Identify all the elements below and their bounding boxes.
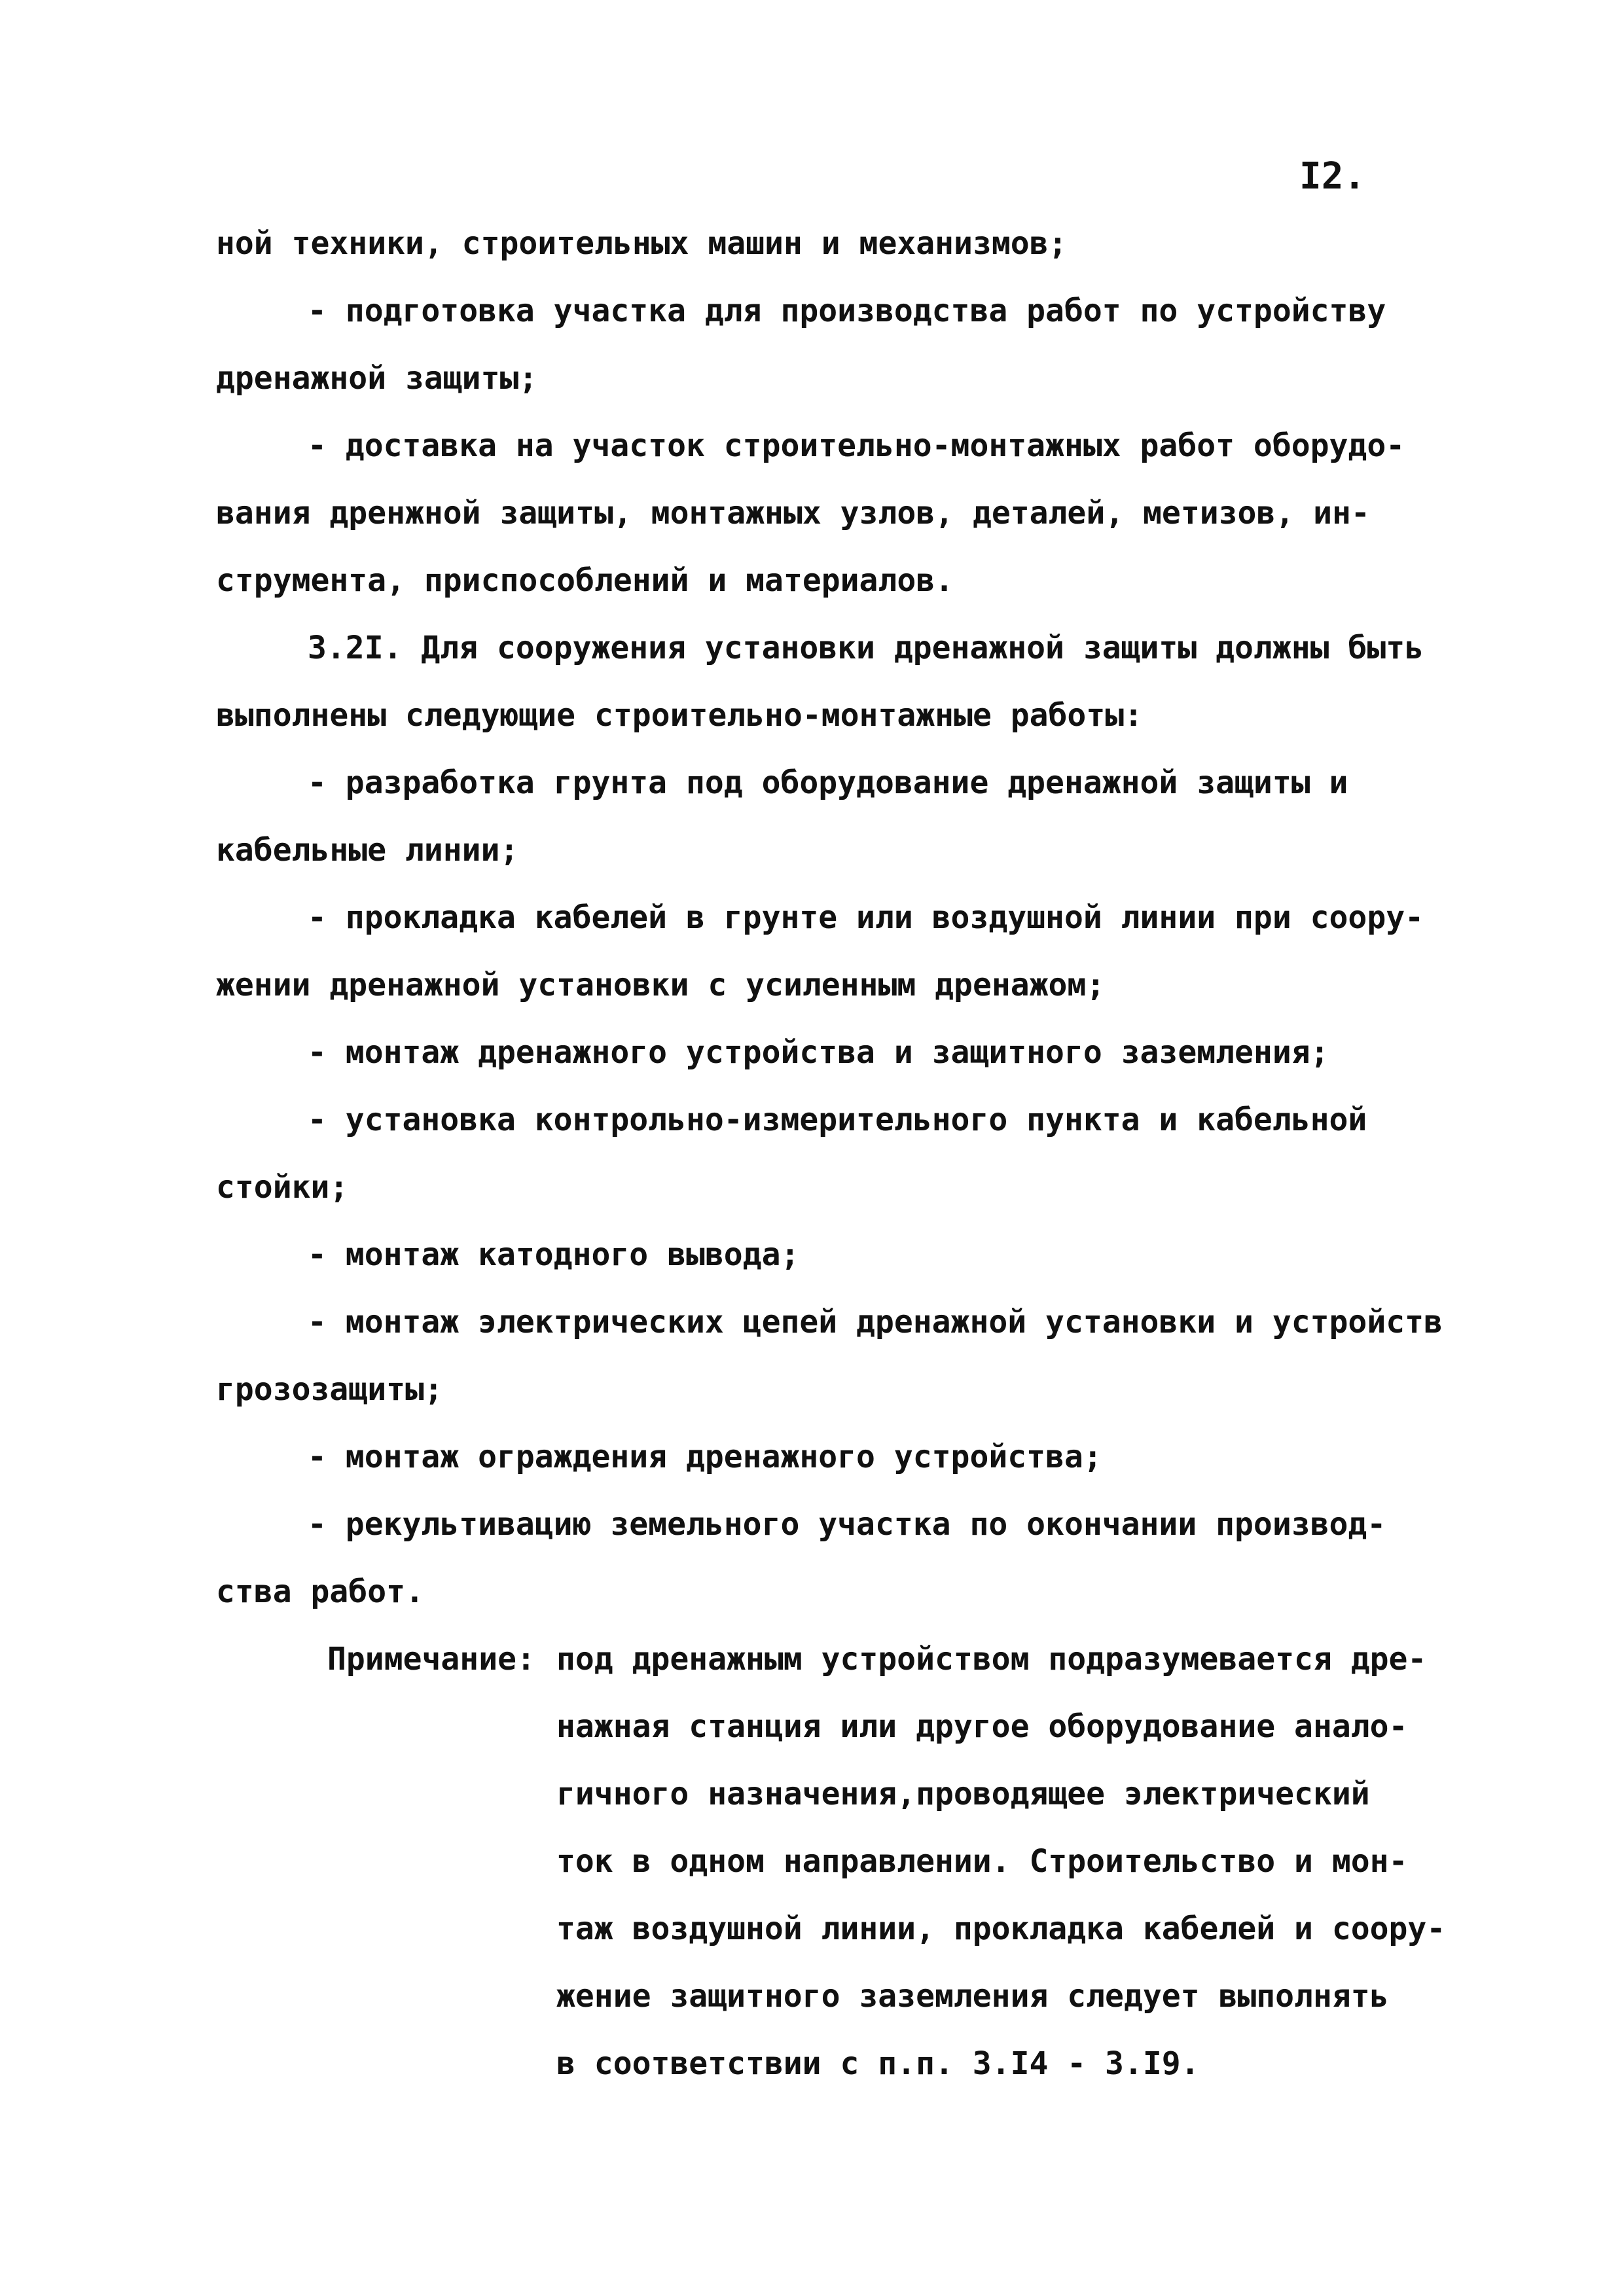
text-line: - монтаж электрических цепей дренажной установки и устройств: [308, 1304, 1443, 1340]
text-line: 3.2I. Для сооружения установки дренажной защиты должны быть: [308, 630, 1424, 666]
text-line: - монтаж дренажного устройства и защитного заземления;: [308, 1034, 1329, 1071]
text-line: жении дренажной установки с усиленным дренажом;: [216, 967, 1106, 1003]
text-line: - прокладка кабелей в грунте или воздушной линии при соору-: [308, 899, 1424, 936]
text-line: дренажной защиты;: [216, 360, 538, 397]
text-line: ной техники, строительных машин и механизмов;: [216, 225, 1068, 262]
note-label: Примечание:: [327, 1641, 535, 1677]
text-line: - доставка на участок строительно-монтажных работ оборудо-: [308, 427, 1405, 464]
text-line: - разработка грунта под оборудование дренажной защиты и: [308, 764, 1348, 801]
note-line: нажная станция или другое оборудование анало-: [556, 1708, 1408, 1745]
text-line: - подготовка участка для производства работ по устройству: [308, 293, 1386, 329]
note-line: жение защитного заземления следует выполнять: [556, 1978, 1389, 2015]
text-line: струмента, приспособлений и материалов.: [216, 562, 954, 599]
note-line: ток в одном направлении. Строительство и мон-: [556, 1843, 1408, 1880]
text-line: - рекультивацию земельного участка по окончании производ-: [308, 1506, 1386, 1543]
text-line: грозозащиты;: [216, 1371, 443, 1408]
note-line: под дренажным устройством подразумевается дре-: [556, 1641, 1427, 1677]
note-line: гичного назначения,проводящее электрический: [556, 1776, 1370, 1812]
page-number: I2.: [1299, 155, 1366, 198]
note-line: в соответствии с п.п. 3.I4 - 3.I9.: [556, 2045, 1200, 2082]
text-line: - монтаж ограждения дренажного устройства;: [308, 1439, 1102, 1475]
text-line: ства работ.: [216, 1573, 424, 1610]
text-line: - монтаж катодного вывода;: [308, 1236, 800, 1273]
text-line: кабельные линии;: [216, 832, 519, 869]
text-line: выполнены следующие строительно-монтажные работы:: [216, 697, 1144, 734]
text-line: вания дренжной защиты, монтажных узлов, деталей, метизов, ин-: [216, 495, 1370, 531]
text-line: - установка контрольно-измерительного пункта и кабельной: [308, 1102, 1367, 1138]
text-line: стойки;: [216, 1169, 349, 1206]
note-line: таж воздушной линии, прокладка кабелей и соору-: [556, 1910, 1446, 1947]
